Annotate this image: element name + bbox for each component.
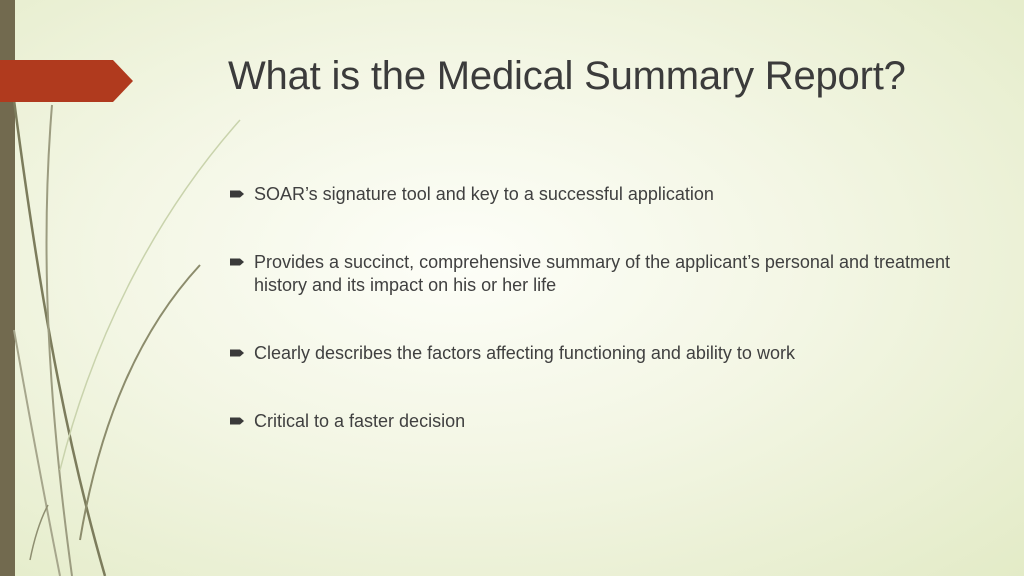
- bullet-list: [230, 183, 950, 433]
- bullet-item: [230, 410, 950, 433]
- arrowhead-bullet-icon: [230, 416, 244, 426]
- bullet-text: Clearly describes the factors affecting functioning and ability to work: [254, 343, 795, 363]
- bullet-text: Provides a succinct, comprehensive summary of the applicant’s personal and treatment history and its impact on his or her life: [254, 252, 951, 295]
- arrowhead-bullet-icon: [230, 348, 244, 358]
- bullet-item: [230, 183, 950, 206]
- bullet-item: [230, 342, 950, 365]
- slide-title: What is the Medical Summary Report?: [228, 54, 906, 98]
- arrowhead-bullet-icon: [230, 257, 244, 267]
- bullet-item: [230, 251, 950, 297]
- arrowhead-bullet-icon: [230, 189, 244, 199]
- title-accent-tab: [0, 60, 133, 102]
- bullet-text: SOAR’s signature tool and key to a successful application: [254, 184, 714, 204]
- bullet-text: Critical to a faster decision: [254, 411, 466, 431]
